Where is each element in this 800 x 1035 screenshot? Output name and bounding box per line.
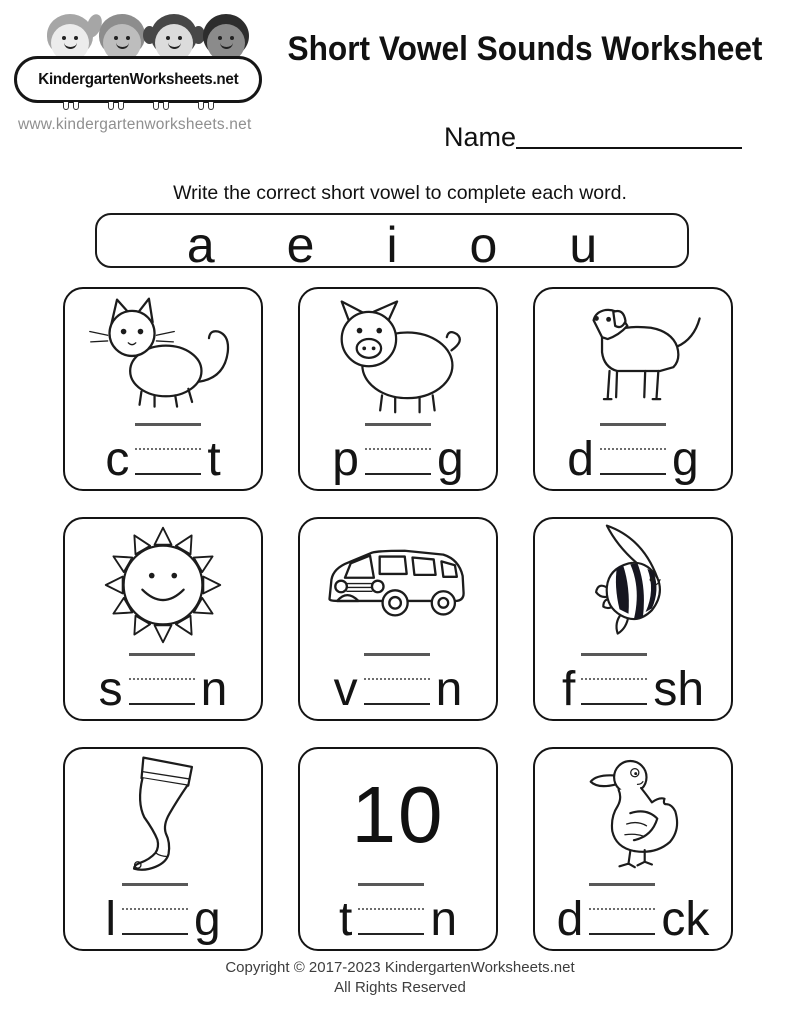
word-row — [535, 883, 731, 944]
word-end: g — [193, 893, 221, 946]
guide-top-line — [589, 883, 655, 886]
pig-image-wrap — [300, 291, 496, 419]
guide-bottom-line — [122, 933, 188, 935]
logo-banner — [14, 56, 262, 103]
guide-mid-line — [135, 448, 201, 450]
hand-pair — [198, 102, 214, 110]
instruction-text: Write the correct short vowel to complete each word. — [173, 182, 627, 204]
hand-pair — [63, 102, 79, 110]
word-card-dog — [533, 287, 733, 491]
guide-mid-line — [600, 448, 666, 450]
word-card-van — [298, 517, 498, 721]
ten-number-text: 10 — [351, 770, 445, 859]
guide-mid-line — [129, 678, 195, 680]
word-row — [65, 423, 261, 484]
eye — [166, 36, 170, 40]
guide-top-line — [581, 653, 647, 656]
vowel-u: u — [569, 217, 598, 273]
word-start: d — [567, 433, 594, 486]
guide-top-line — [122, 883, 188, 886]
logo-banner-text: KindergartenWorksheets.net — [37, 70, 239, 88]
guide-bottom-line — [600, 473, 666, 475]
hand-pair — [153, 102, 169, 110]
leg-image-wrap — [65, 751, 261, 879]
guide-mid-line — [589, 908, 655, 910]
word-row — [300, 423, 496, 484]
word-row — [65, 653, 261, 714]
cat-image-wrap — [65, 291, 261, 419]
sun-image — [102, 524, 224, 646]
word-end: ck — [661, 893, 710, 946]
guide-top-line — [365, 423, 431, 426]
word-row — [300, 653, 496, 714]
eye — [126, 36, 130, 40]
eye — [230, 36, 234, 40]
word-card-pig — [298, 287, 498, 491]
eye — [114, 36, 118, 40]
vowel-e: e — [286, 217, 315, 273]
guide-top-line — [364, 653, 430, 656]
footer — [0, 958, 800, 997]
word-start: f — [561, 663, 576, 716]
eye — [74, 36, 78, 40]
van-image — [316, 529, 480, 641]
word-card-ten — [298, 747, 498, 951]
pig-image — [318, 294, 478, 416]
guide-mid-line — [581, 678, 647, 680]
kid-hands — [14, 102, 262, 110]
guide-mid-line — [365, 448, 431, 450]
name-field — [444, 122, 742, 153]
site-logo — [14, 14, 262, 146]
answer-blank — [589, 883, 655, 935]
answer-blank — [135, 423, 201, 475]
vowel-i: i — [386, 217, 398, 273]
word-card-sun — [63, 517, 263, 721]
word-end: g — [437, 433, 464, 486]
fish-image — [574, 522, 692, 648]
answer-blank — [129, 653, 195, 705]
word-start: s — [98, 663, 123, 716]
guide-bottom-line — [589, 933, 655, 935]
guide-bottom-line — [581, 703, 647, 705]
name-label: Name — [444, 122, 517, 152]
vowel-a: a — [186, 217, 215, 273]
sun-image-wrap — [65, 521, 261, 649]
dog-image — [553, 294, 713, 416]
fish-image-wrap — [535, 521, 731, 649]
duck-image-wrap — [535, 751, 731, 879]
word-card-fish — [533, 517, 733, 721]
word-end: g — [672, 433, 699, 486]
vowel-o: o — [469, 217, 498, 273]
guide-mid-line — [122, 908, 188, 910]
guide-bottom-line — [364, 703, 430, 705]
word-card-grid — [63, 287, 733, 951]
van-image-wrap — [300, 521, 496, 649]
word-row — [65, 883, 261, 944]
eye — [178, 36, 182, 40]
answer-blank — [122, 883, 188, 935]
word-start: l — [105, 893, 116, 946]
word-start: v — [333, 663, 358, 716]
word-start: p — [332, 433, 359, 486]
word-row — [535, 653, 731, 714]
page-title: Short Vowel Sounds Worksheet — [287, 30, 763, 68]
site-url: www.kindergartenworksheets.net — [18, 116, 252, 133]
duck-image — [574, 752, 692, 878]
guide-top-line — [135, 423, 201, 426]
answer-blank — [364, 653, 430, 705]
guide-mid-line — [364, 678, 430, 680]
ten-image-wrap — [300, 751, 496, 879]
guide-mid-line — [358, 908, 424, 910]
answer-blank — [600, 423, 666, 475]
guide-bottom-line — [358, 933, 424, 935]
answer-blank — [581, 653, 647, 705]
leg-image — [111, 752, 215, 878]
name-write-line — [516, 147, 742, 149]
word-end: n — [430, 893, 458, 946]
cat-image — [83, 294, 243, 416]
word-card-leg — [63, 747, 263, 951]
word-end: t — [207, 433, 221, 486]
word-start: c — [105, 433, 130, 486]
guide-bottom-line — [129, 703, 195, 705]
guide-top-line — [129, 653, 195, 656]
eye — [62, 36, 66, 40]
word-end: sh — [653, 663, 705, 716]
word-row — [535, 423, 731, 484]
answer-blank — [365, 423, 431, 475]
guide-top-line — [358, 883, 424, 886]
dog-image-wrap — [535, 291, 731, 419]
hand-pair — [108, 102, 124, 110]
rights-text: All Rights Reserved — [334, 978, 466, 996]
word-end: n — [435, 663, 463, 716]
word-start: t — [338, 893, 353, 946]
guide-bottom-line — [365, 473, 431, 475]
vowel-bank — [95, 213, 689, 273]
word-card-cat — [63, 287, 263, 491]
word-end: n — [200, 663, 228, 716]
word-start: d — [556, 893, 584, 946]
answer-blank — [358, 883, 424, 935]
copyright-text: Copyright © 2017-2023 KindergartenWorksheets.net — [225, 959, 575, 976]
guide-top-line — [600, 423, 666, 426]
word-card-duck — [533, 747, 733, 951]
word-row — [300, 883, 496, 944]
eye — [218, 36, 222, 40]
guide-bottom-line — [135, 473, 201, 475]
